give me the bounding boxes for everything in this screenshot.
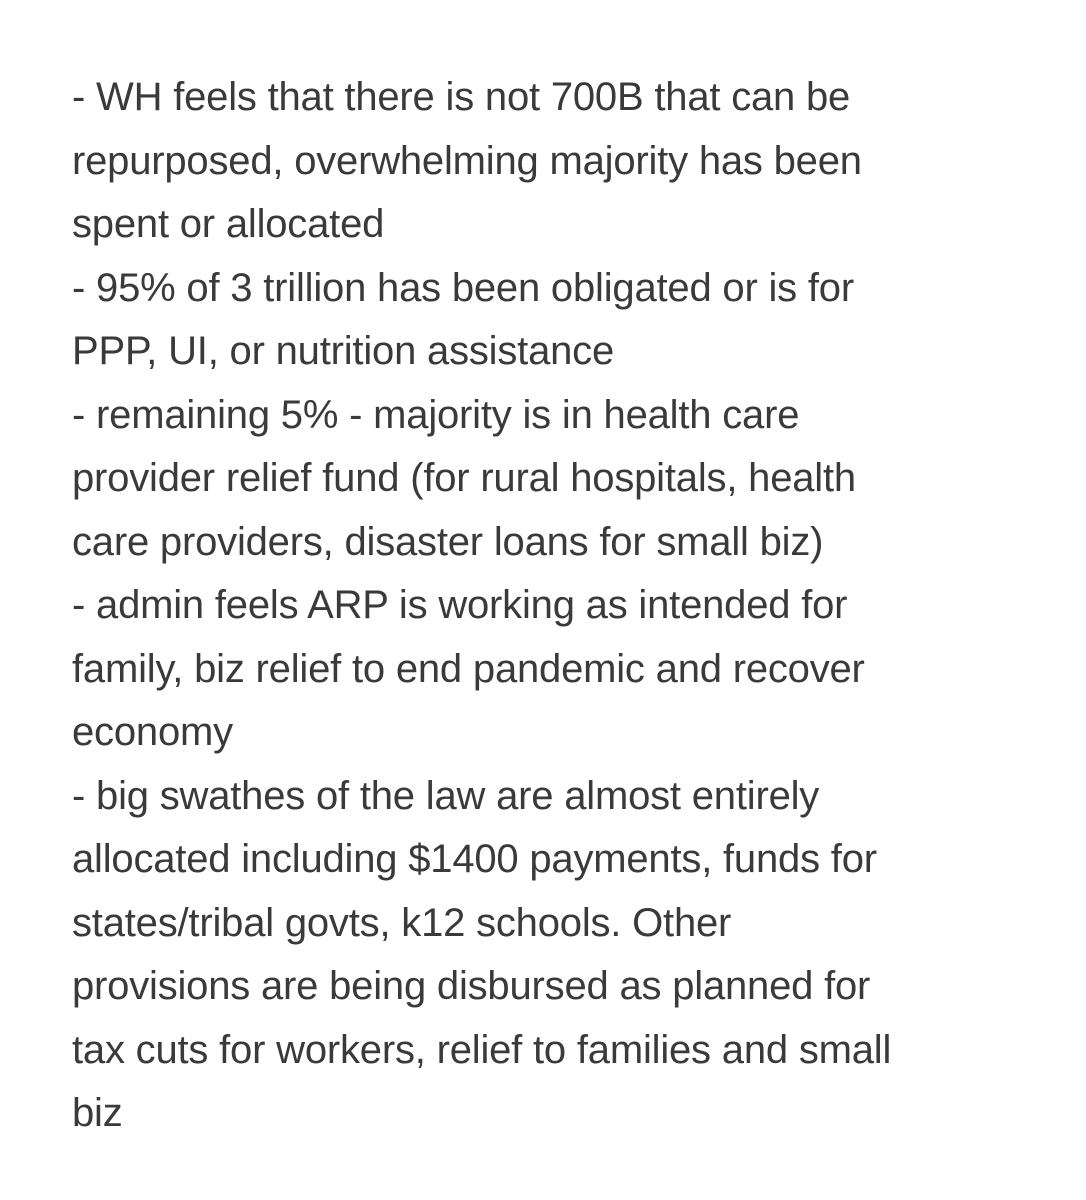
- note-line: family, biz relief to end pandemic and recover: [72, 646, 865, 691]
- note-line: - remaining 5% - majority is in health care: [72, 392, 800, 437]
- note-line: provider relief fund (for rural hospitals, health: [72, 456, 856, 500]
- note-line: allocated including $1400 payments, funds for: [72, 837, 877, 881]
- note-line: provisions are being disbursed as planned for: [72, 964, 871, 1008]
- note-line: spent or allocated: [72, 202, 385, 246]
- note-line: repurposed, overwhelming majority has been: [72, 138, 862, 183]
- note-line: states/tribal govts, k12 schools. Other: [72, 900, 732, 945]
- note-line: tax cuts for workers, relief to families and small: [72, 1027, 892, 1072]
- note-line: economy: [72, 710, 233, 754]
- note-line: PPP, UI, or nutrition assistance: [72, 329, 615, 373]
- note-body: [72, 66, 1062, 1146]
- note-line: care providers, disaster loans for small biz): [72, 519, 824, 564]
- note-line: - 95% of 3 trillion has been obligated or is for: [72, 265, 854, 310]
- note-line: - WH feels that there is not 700B that can be: [72, 75, 851, 119]
- note-line: - big swathes of the law are almost entirely: [72, 773, 820, 818]
- note-line: - admin feels ARP is working as intended for: [72, 583, 848, 627]
- note-line: biz: [72, 1091, 123, 1135]
